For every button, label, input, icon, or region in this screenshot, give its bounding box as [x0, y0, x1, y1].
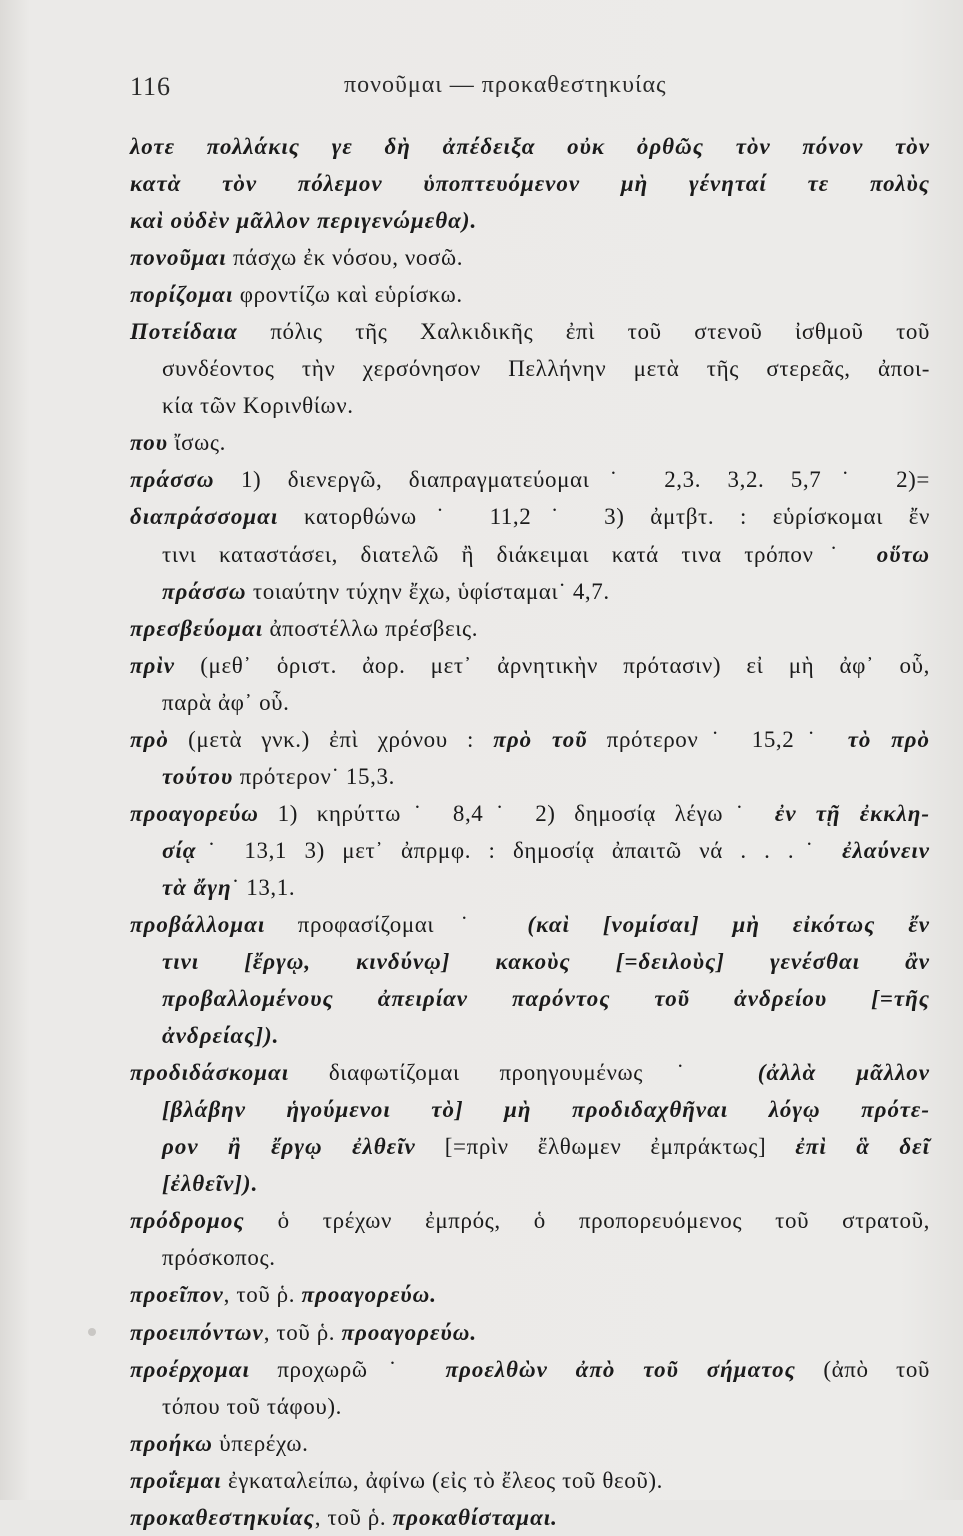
gloss-text: παρὰ ἀφ᾽ οὗ. [162, 689, 290, 715]
paper-speck [88, 1328, 96, 1336]
gloss-text: , τοῦ ῥ. [263, 1319, 342, 1345]
text-line [130, 1017, 930, 1054]
gloss-text: διαφωτίζομαι προηγουμένως˙ [289, 1060, 758, 1086]
text-line [130, 980, 930, 1017]
text-line [130, 1462, 930, 1499]
gloss-text: , τοῦ ῥ. [314, 1504, 393, 1530]
headword-or-quote: τὰ ἄγη [162, 874, 232, 900]
headword-or-quote: προδιδάσκομαι [130, 1060, 290, 1086]
text-line [130, 1165, 930, 1202]
headword-or-quote: πρὸ τοῦ [493, 726, 588, 752]
text-line [130, 1128, 930, 1165]
headword-or-quote: [βλάβην ἡγούμενοι τὸ] μὴ προδιδαχθῆναι λόγῳ πρότε- [162, 1097, 930, 1123]
gloss-text: πρότερον˙ 15,3. [233, 763, 395, 789]
headword-or-quote: πρόδρομος [130, 1208, 245, 1234]
text-line [130, 276, 930, 313]
text-line [130, 1351, 930, 1388]
gloss-text: [=πρὶν ἔλθωμεν ἐμπράκτως] [415, 1134, 796, 1160]
headword-or-quote: προαγορεύω. [301, 1282, 438, 1308]
text-line [130, 795, 930, 832]
gloss-text: τινι καταστάσει, διατελῶ ἢ διάκειμαι κατά τινα τρόπον˙ [162, 541, 877, 567]
gloss-text: ἀποστέλλω πρέσβεις. [263, 615, 479, 641]
text-line [130, 128, 930, 165]
headword-or-quote: τὸ πρὸ [847, 726, 930, 752]
text-line [130, 684, 930, 721]
headword-or-quote: [ἐλθεῖν]). [162, 1171, 259, 1197]
headword-or-quote: πράσσω [130, 467, 215, 493]
text-line [130, 1499, 930, 1536]
text-line [130, 906, 930, 943]
headword-or-quote: πορίζομαι [130, 282, 234, 308]
headword-or-quote: προκαθίσταμαι. [392, 1504, 558, 1530]
text-line [130, 869, 930, 906]
text-line [130, 313, 930, 350]
headword-or-quote: προβαλλομένους ἀπειρίαν παρόντος τοῦ ἀνδρείου [=τῆς [162, 986, 930, 1012]
text-line [130, 1314, 930, 1351]
headword-or-quote: προαγορεύω [130, 800, 259, 826]
gloss-text: ὁ τρέχων ἐμπρός, ὁ προπορευόμενος τοῦ στρατοῦ, [244, 1208, 930, 1234]
text-line [130, 461, 930, 498]
text-line [130, 1388, 930, 1425]
text-line [130, 610, 930, 647]
headword-or-quote: πρὸ [130, 726, 169, 752]
gloss-text: πρότερον˙ 15,2˙ [587, 726, 848, 752]
headword-or-quote: προκαθεστηκυίας [130, 1504, 315, 1530]
headword-or-quote: προεῖπον [130, 1282, 224, 1308]
gloss-text: συνδέοντος τὴν χερσόνησον Πελλήνην μετὰ τῆς στερεᾶς, ἀποι- [162, 356, 930, 382]
text-line [130, 1054, 930, 1091]
gloss-text: , τοῦ ῥ. [223, 1282, 302, 1308]
gloss-text: (μεθ᾽ ὁριστ. ἀορ. μετ᾽ ἀρνητικὴν πρότασιν) εἰ μὴ ἀφ᾽ οὗ, [175, 652, 930, 678]
gloss-text: ἴσως. [168, 430, 226, 456]
text-line [130, 536, 930, 573]
text-line [130, 239, 930, 276]
gloss-text: ὑπερέχω. [212, 1430, 309, 1456]
glossary-body [130, 128, 930, 1536]
gloss-text: πρόσκοπος. [162, 1245, 276, 1271]
text-line [130, 202, 930, 239]
headword-or-quote: οὕτω [876, 541, 930, 567]
gloss-text: (μετὰ γνκ.) ἐπὶ χρόνου : [168, 726, 494, 752]
headword-or-quote: προβάλλομαι [130, 911, 266, 937]
text-line [130, 573, 930, 610]
headword-or-quote: σίᾳ [162, 837, 197, 863]
text-line [130, 387, 930, 424]
text-line [130, 758, 930, 795]
gloss-text: κία τῶν Κορινθίων. [162, 393, 354, 419]
running-head: πονοῦμαι — προκαθεστηκυίας [344, 72, 667, 98]
headword-or-quote: κατὰ τὸν πόλεμον ὑποπτευόμενον μὴ γένηταί τε πολὺς [130, 171, 930, 197]
gloss-text: προχωρῶ˙ [249, 1356, 446, 1382]
headword-or-quote: που [130, 430, 168, 456]
text-line [130, 498, 930, 535]
text-line [130, 832, 930, 869]
headword-or-quote: προαγορεύω. [341, 1319, 478, 1345]
text-line [130, 350, 930, 387]
headword-or-quote: προέρχομαι [130, 1356, 250, 1382]
page-number: 116 [130, 72, 172, 101]
headword-or-quote: ἐπὶ ἃ δεῖ [795, 1134, 930, 1160]
text-line [130, 1276, 930, 1313]
text-line [130, 424, 930, 461]
gloss-text: 1) διενεργῶ, διαπραγματεύομαι˙ 2,3. 3,2. 5,7˙ 2)= [214, 467, 930, 493]
gloss-text: τοιαύτην τύχην ἔχω, ὑφίσταμαι˙ 4,7. [246, 578, 610, 604]
headword-or-quote: πονοῦμαι [130, 245, 227, 271]
headword-or-quote: πρὶν [130, 652, 176, 678]
headword-or-quote: (καὶ [νομίσαι] μὴ εἰκότως ἔν [527, 911, 931, 937]
text-line [130, 1239, 930, 1276]
headword-or-quote: (ἀλλὰ μᾶλλον [757, 1060, 930, 1086]
page-header [0, 72, 963, 112]
headword-or-quote: ρον ἢ ἔργῳ ἐλθεῖν [162, 1134, 416, 1160]
gloss-text: ˙ 13,1. [231, 874, 296, 900]
headword-or-quote: προήκω [130, 1430, 213, 1456]
headword-or-quote: ἐν τῇ ἐκκλη- [774, 800, 930, 826]
headword-or-quote: προειπόντων [130, 1319, 264, 1345]
text-line [130, 165, 930, 202]
headword-or-quote: τινι [ἔργῳ, κινδύνῳ] κακοὺς [=δειλοὺς] γενέσθαι ἂν [162, 949, 930, 975]
headword-or-quote: τούτου [162, 763, 234, 789]
gloss-text: ἐγκαταλείπω, ἀφίνω (εἰς τὸ ἔλεος τοῦ θεοῦ). [221, 1467, 663, 1493]
headword-or-quote: ἀνδρείας]). [162, 1023, 280, 1049]
text-line [130, 1202, 930, 1239]
text-line [130, 943, 930, 980]
headword-or-quote: ἐλαύνειν [842, 837, 930, 863]
gloss-text: 1) κηρύττω˙ 8,4˙ 2) δημοσίᾳ λέγω˙ [258, 800, 775, 826]
gloss-text: πόλις τῆς Χαλκιδικῆς ἐπὶ τοῦ στενοῦ ἰσθμοῦ τοῦ [237, 319, 930, 345]
headword-or-quote: πρεσβεύομαι [130, 615, 264, 641]
headword-or-quote: καὶ οὐδὲν μᾶλλον περιγενώμεθα). [130, 208, 478, 234]
headword-or-quote: πράσσω [162, 578, 247, 604]
gloss-text: πάσχω ἐκ νόσου, νοσῶ. [226, 245, 464, 271]
headword-or-quote: προΐεμαι [130, 1467, 222, 1493]
text-line [130, 647, 930, 684]
gloss-text: κατορθώνω˙ 11,2˙ 3) ἀμτβτ. : εὑρίσκομαι ἔν [278, 504, 930, 530]
headword-or-quote: Ποτείδαια [130, 319, 238, 345]
gloss-text: ˙ 13,1 3) μετ᾽ ἀπρμφ. : δημοσίᾳ ἀπαιτῶ νά . . .˙ [196, 837, 843, 863]
headword-or-quote: προελθὼν ἀπὸ τοῦ σήματος [445, 1356, 796, 1382]
text-line [130, 721, 930, 758]
gloss-text: φροντίζω καὶ εὑρίσκω. [233, 282, 463, 308]
gloss-text: τόπου τοῦ τάφου). [162, 1393, 342, 1419]
headword-or-quote: λοτε πολλάκις γε δὴ ἀπέδειξα οὐκ ὀρθῶς τὸν πόνον τὸν [130, 134, 930, 159]
text-line [130, 1425, 930, 1462]
headword-or-quote: διαπράσσομαι [130, 504, 279, 530]
text-line [130, 1091, 930, 1128]
gloss-text: (ἀπὸ τοῦ [795, 1356, 930, 1382]
gloss-text: προφασίζομαι˙ [265, 911, 528, 937]
